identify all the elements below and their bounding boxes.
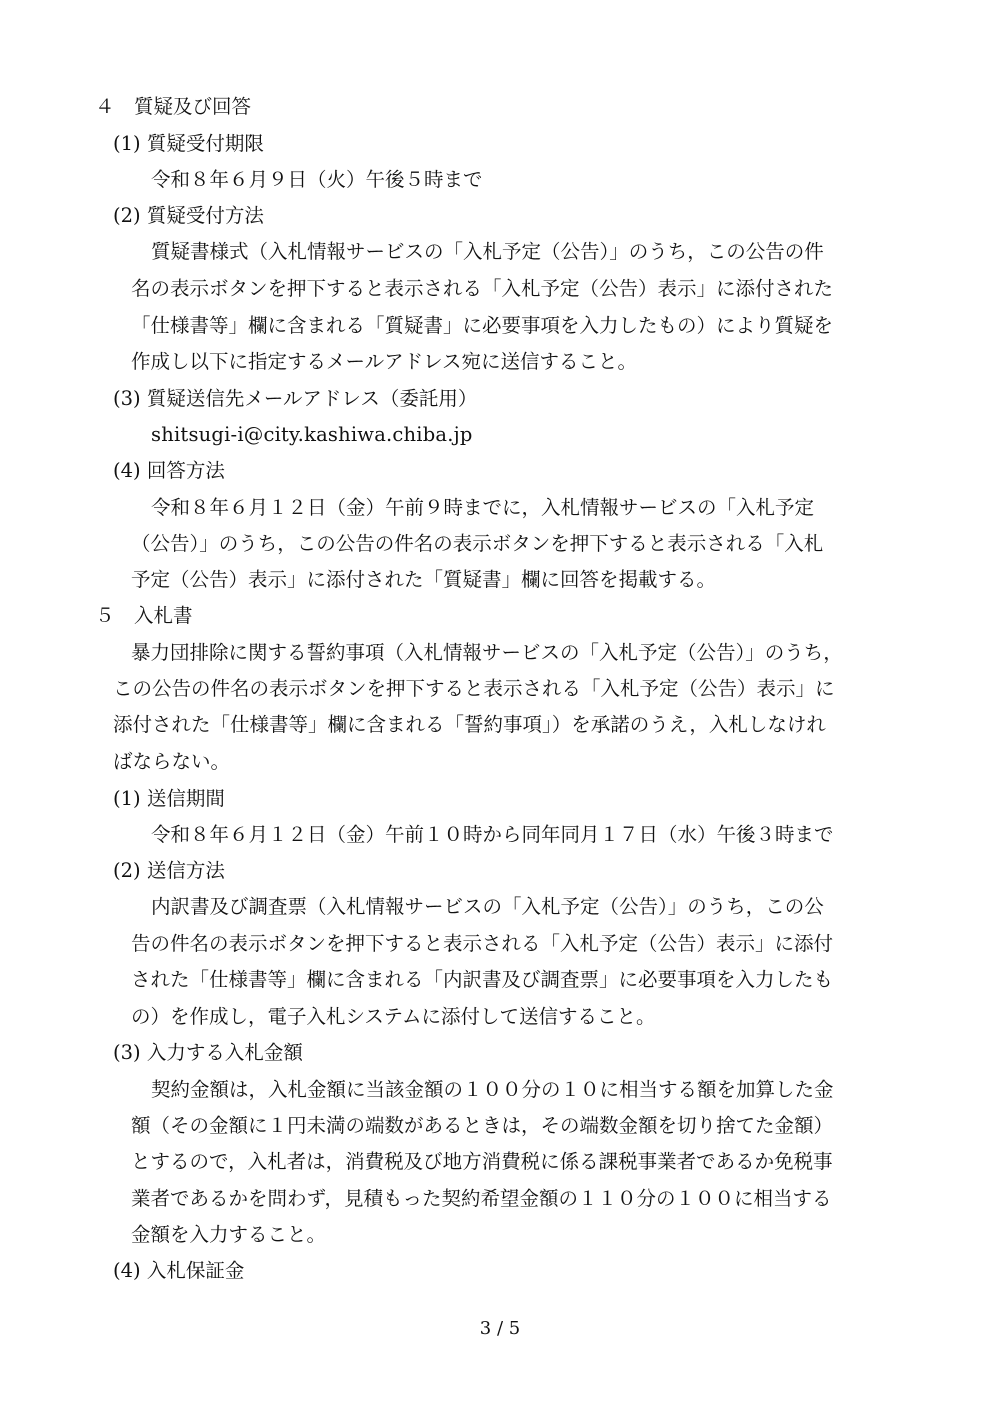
section5-item3-line5: 金額を入力すること。 xyxy=(131,1223,327,1246)
section4-item4-line2: （公告）」のうち，この公告の件名の表示ボタンを押下すると表示される「入札 xyxy=(131,532,824,555)
page-number: 3 / 5 xyxy=(479,1318,521,1339)
section5-item1-title: (1) 送信期間 xyxy=(113,787,225,810)
section5-item2-line1: 内訳書及び調査票（入札情報サービスの「入札予定（公告）」のうち，この公 xyxy=(151,895,824,918)
section4-item2-line3: 「仕様書等」欄に含まれる「質疑書」に必要事項を入力したもの）により質疑を xyxy=(131,314,834,337)
section5-item2-line4: の）を作成し，電子入札システムに添付して送信すること。 xyxy=(131,1005,656,1028)
section5-item3-title: (3) 入力する入札金額 xyxy=(113,1041,303,1064)
section4-item4-line1: 令和８年６月１２日（金）午前９時までに，入札情報サービスの「入札予定 xyxy=(151,496,815,519)
section5-item1-body: 令和８年６月１２日（金）午前１０時から同年同月１７日（水）午後３時まで xyxy=(151,823,834,846)
section4-heading: ４ 質疑及び回答 xyxy=(95,95,252,118)
section4-item4-line3: 予定（公告）表示」に添付された「質疑書」欄に回答を掲載する。 xyxy=(131,568,717,591)
section5-item4-title: (4) 入札保証金 xyxy=(113,1259,245,1282)
section4-item1-body: 令和８年６月９日（火）午後５時まで xyxy=(151,168,483,191)
section4-item2-title: (2) 質疑受付方法 xyxy=(113,204,264,227)
section5-item2-line2: 告の件名の表示ボタンを押下すると表示される「入札予定（公告）表示」に添付 xyxy=(131,932,834,955)
section5-item2-line3: された「仕様書等」欄に含まれる「内訳書及び調査票」に必要事項を入力したも xyxy=(131,968,834,991)
section4-item4-title: (4) 回答方法 xyxy=(113,459,225,482)
section5-intro-line1: 暴力団排除に関する誓約事項（入札情報サービスの「入札予定（公告）」のうち， xyxy=(131,641,843,664)
section5-item3-line2: 額（その金額に１円未満の端数があるときは，その端数金額を切り捨てた金額） xyxy=(131,1114,834,1137)
section4-item2-line2: 名の表示ボタンを押下すると表示される「入札予定（公告）表示」に添付された xyxy=(131,277,834,300)
section4-item2-line4: 作成し以下に指定するメールアドレス宛に送信すること。 xyxy=(131,350,638,373)
section5-item3-line1: 契約金額は，入札金額に当該金額の１００分の１０に相当する額を加算した金 xyxy=(151,1078,834,1101)
section5-item3-line4: 業者であるかを問わず，見積もった契約希望金額の１１０分の１００に相当する xyxy=(131,1187,832,1210)
section5-intro-line3: 添付された「仕様書等」欄に含まれる「誓約事項」）を承諾のうえ，入札しなけれ xyxy=(113,713,826,736)
section5-item2-title: (2) 送信方法 xyxy=(113,859,225,882)
section5-intro-line4: ばならない。 xyxy=(113,750,231,773)
section5-intro-line2: この公告の件名の表示ボタンを押下すると表示される「入札予定（公告）表示」に xyxy=(113,677,835,700)
section5-heading: ５ 入札書 xyxy=(95,604,193,627)
section4-item3-title: (3) 質疑送信先メールアドレス（委託用） xyxy=(113,387,478,410)
contact-email-address: shitsugi-i@city.kashiwa.chiba.jp xyxy=(151,423,473,446)
section4-item2-line1: 質疑書様式（入札情報サービスの「入札予定（公告）」のうち，この公告の件 xyxy=(151,240,824,263)
section4-item1-title: (1) 質疑受付期限 xyxy=(113,132,264,155)
section5-item3-line3: とするので，入札者は，消費税及び地方消費税に係る課税事業者であるか免税事 xyxy=(131,1150,833,1173)
